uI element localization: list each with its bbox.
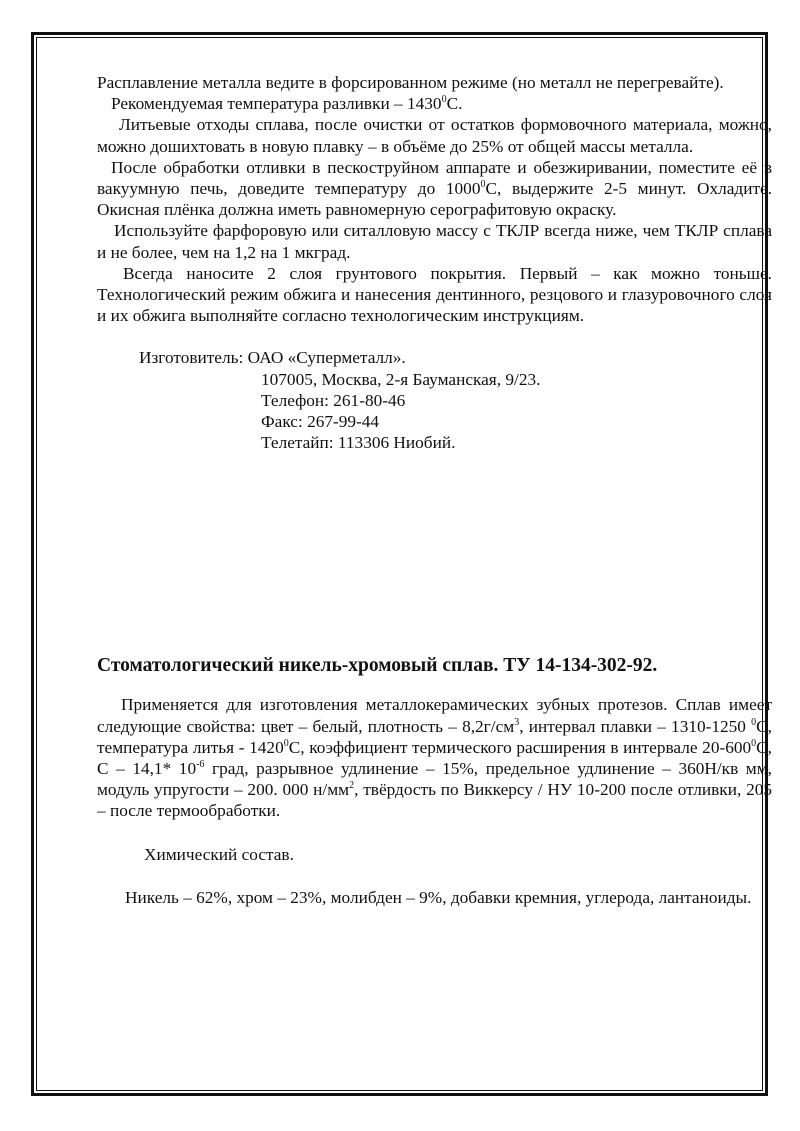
exponent-superscript: -6 [196, 759, 205, 771]
degree-superscript: 0 [441, 94, 447, 106]
vacuum-furnace-text: После обработки отливки в пескоструйном аппарате и обезжиривании, поместите её в вакуумную печь, доведите температуру до 1000 [97, 157, 772, 199]
paragraph-alloy-properties [97, 694, 772, 821]
manufacturer-name: ОАО «Суперметалл». [247, 348, 406, 368]
pour-temperature-unit: С. [446, 94, 463, 114]
vacuum-furnace-text-end: С, выдержите 2-5 минут. Охладите. Окисная плёнка должна иметь равномерную серографитовую окраску. [97, 179, 772, 220]
properties-text: , твёрдость по Виккерсу / НУ 10-200 после отливки, 205 – после термообработки. [97, 780, 772, 821]
manufacturer-block [97, 347, 772, 453]
pour-temperature-text: Рекомендуемая температура разливки – 1430 [111, 94, 442, 114]
spacer [97, 865, 772, 887]
degree-superscript: 0 [480, 179, 486, 191]
manufacturer-phone: Телефон: 261-80-46 [261, 390, 406, 410]
section-heading: Стоматологический никель-хромовый сплав. ТУ 14-134-302-92. [97, 655, 658, 677]
paragraph-melting: Расплавление металла ведите в форсированном режиме (но металл не перегревайте). [97, 73, 724, 92]
paragraph-primer-coating: Всегда наносите 2 слоя грунтового покрытия. Первый – как можно тоньше. Технологический режим обжига и нанесения дентинного, резцового и глазуровочного слоя и их обжига выполняйте согласно технологическим инструкциям. [97, 263, 772, 326]
document-body [97, 72, 777, 1082]
degree-superscript: 0 [751, 737, 757, 749]
cubic-superscript: 3 [514, 716, 520, 728]
paragraph-chemical-composition: Никель – 62%, хром – 23%, молибден – 9%, добавки кремния, углерода, лантаноиды. [125, 887, 752, 907]
manufacturer-line [97, 347, 772, 368]
document-text [97, 72, 772, 908]
spacer [97, 822, 772, 844]
manufacturer-fax: Факс: 267-99-44 [261, 412, 380, 432]
properties-text: град, разрывное удлинение – 15%, предельное удлинение – 360Н/кв мм, модуль упругости – 200. 000 н/мм [97, 759, 773, 800]
paragraph-casting-waste: Литьевые отходы сплава, после очистки от остатков формовочного материала, можно, можно дошихтовать в новую плавку – в объёме до 25% от общей массы металла. [97, 115, 772, 156]
chemical-composition-label: Химический состав. [144, 844, 294, 864]
degree-superscript: 0 [283, 737, 289, 749]
properties-text: Применяется для изготовления металлокерамических зубных протезов. Сплав имеет следующие свойства: цвет – белый, плотность – 8,2г/см [97, 695, 772, 736]
properties-text: С, коэффициент термического расширения в интервале 20-600 [288, 737, 752, 757]
paragraph-pour-temperature [97, 93, 772, 114]
paragraph-porcelain-mass: Используйте фарфоровую или ситалловую массу с ТКЛР всегда ниже, чем ТКЛР сплава и не более, чем на 1,2 на 1 мкград. [97, 221, 772, 262]
properties-text: С, температура литья - 1420 [97, 716, 772, 757]
manufacturer-label: Изготовитель: [139, 348, 244, 368]
properties-text: , интервал плавки – 1310-1250 [519, 716, 752, 736]
degree-superscript: 0 [751, 716, 757, 728]
manufacturer-address: 107005, Москва, 2-я Бауманская, 9/23. [261, 369, 541, 389]
properties-text: С, С – 14,1* 10 [97, 737, 772, 779]
paragraph-vacuum-furnace [97, 157, 772, 221]
manufacturer-teletype: Телетайп: 113306 Ниобий. [261, 433, 456, 453]
square-superscript: 2 [349, 780, 355, 792]
